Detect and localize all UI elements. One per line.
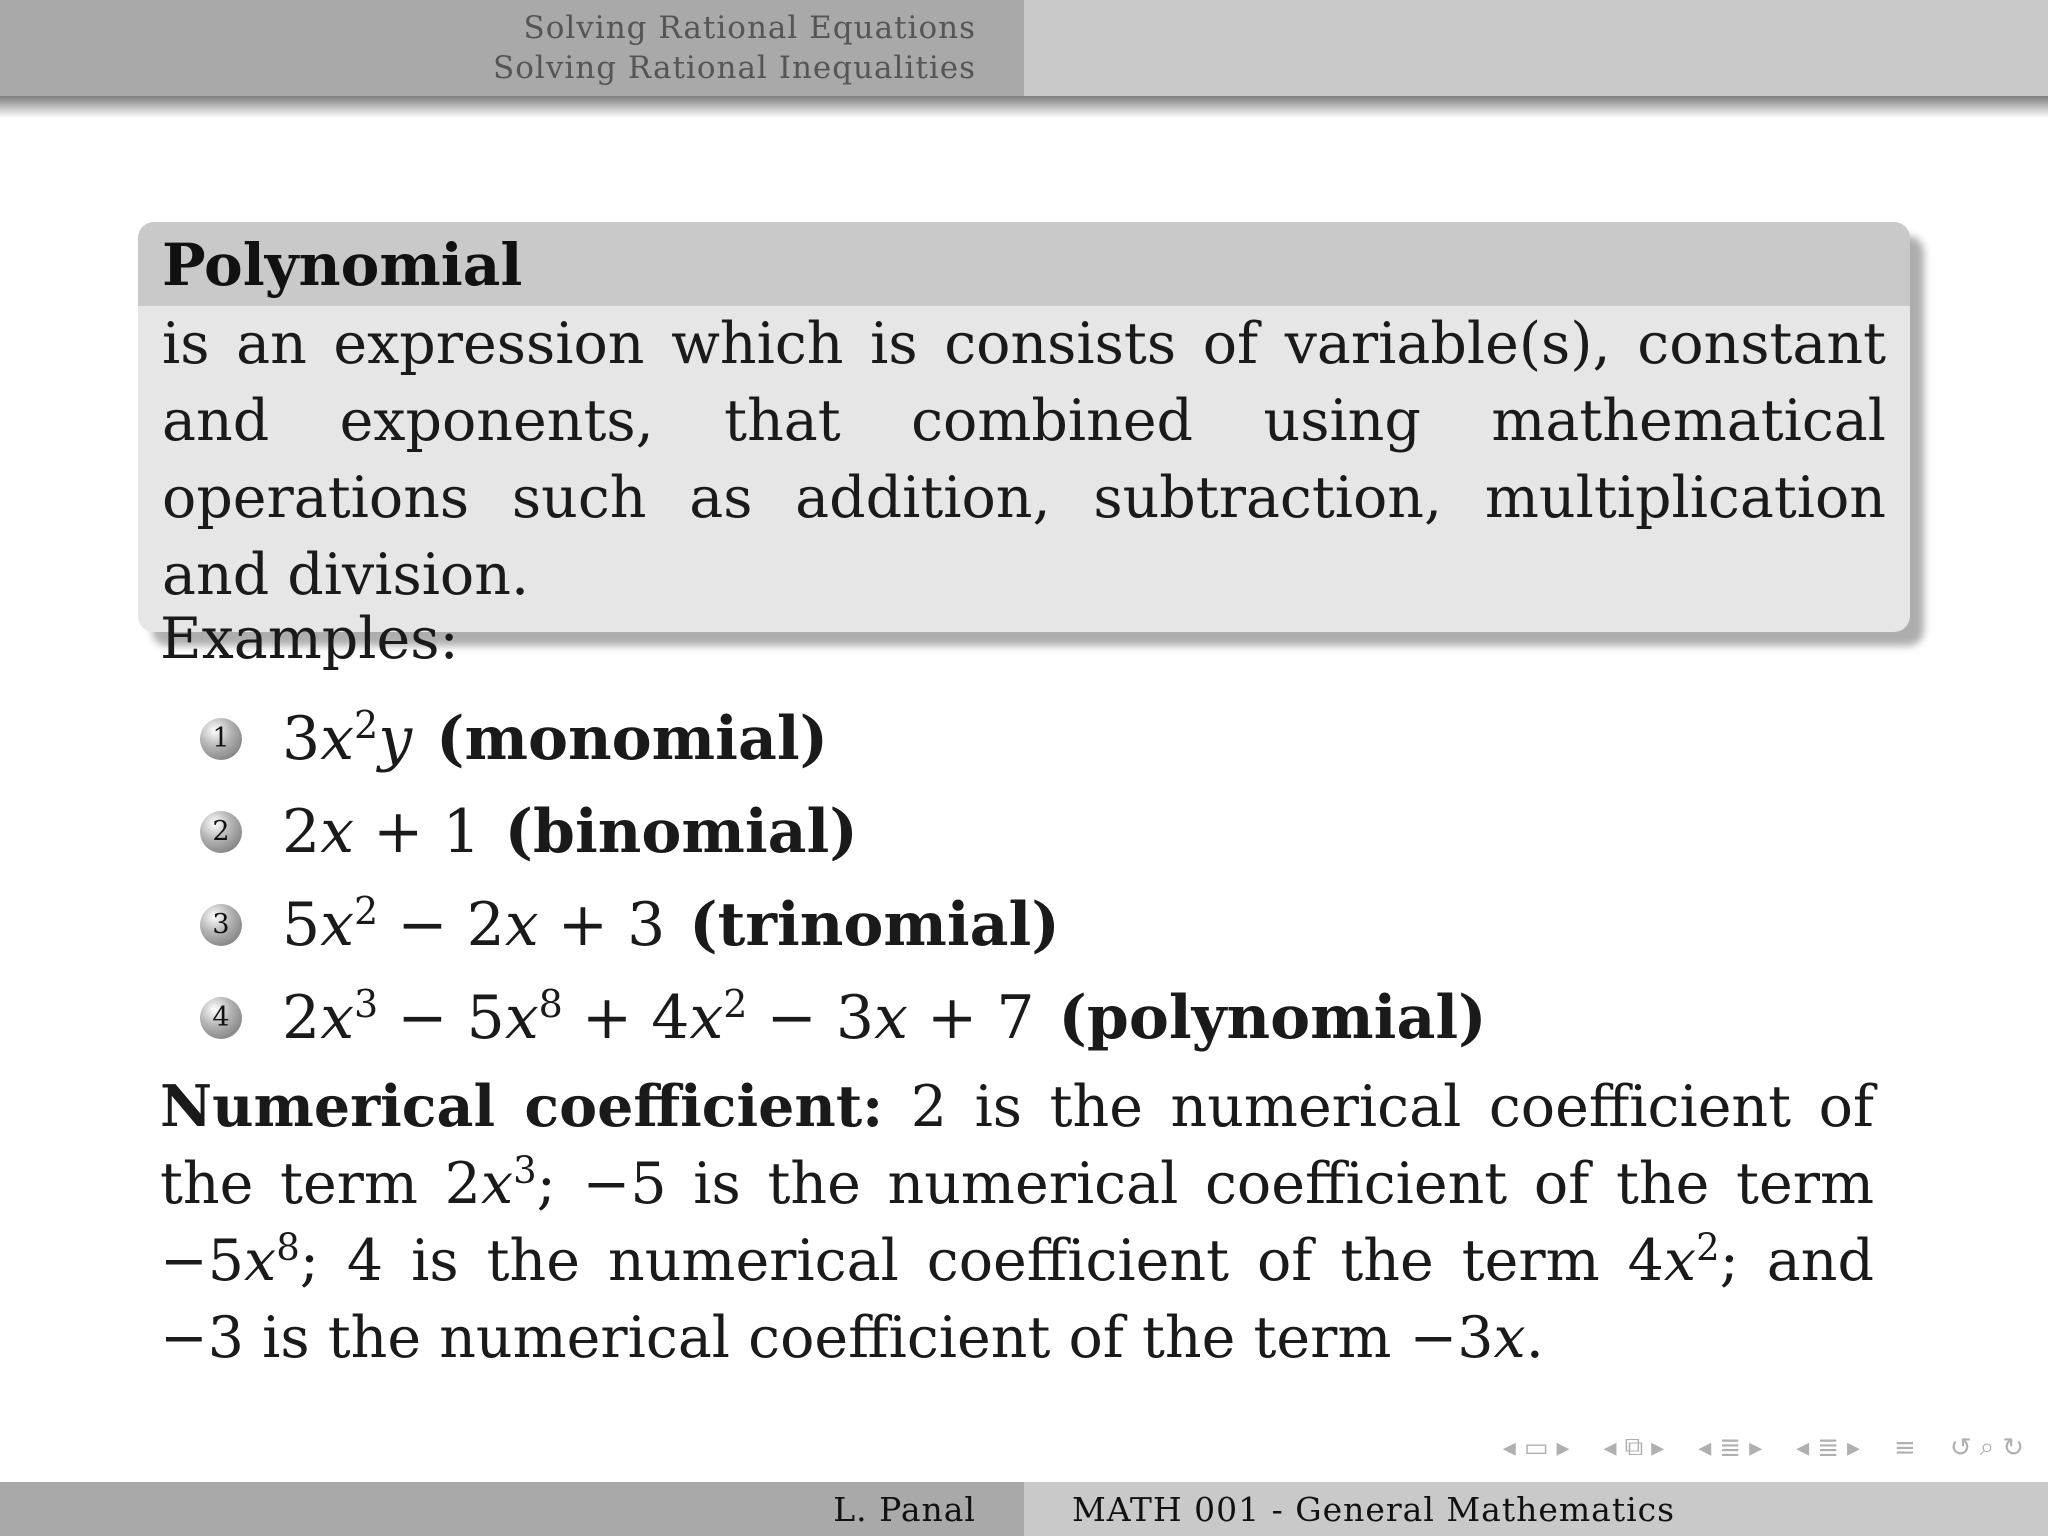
section-nav-buttons (1694, 1433, 1766, 1463)
header-shadow (0, 96, 2048, 118)
forward-icon[interactable]: ↻ (2002, 1432, 2024, 1463)
definition-title: Polynomial (138, 222, 1910, 306)
toc-nav (1890, 1433, 1920, 1463)
example-expression: $2x^3 - 5x^8 + 4x^2 - 3x + 7$ (282, 981, 1035, 1053)
footer-author: L. Panal (833, 1489, 976, 1529)
section-link-rational-inequalities[interactable]: Solving Rational Inequalities (493, 50, 976, 86)
example-type: (binomial) (504, 796, 858, 867)
footer-author-panel (0, 1482, 1024, 1536)
example-expression: 2x + 1 (282, 796, 481, 867)
bullet-1: 1 (200, 718, 242, 760)
section-icon[interactable]: ≣ (1719, 1432, 1742, 1463)
example-item (200, 971, 1487, 1064)
frame-nav (1499, 1433, 1574, 1463)
section-nav (0, 0, 1024, 96)
footer-course-panel (1024, 1482, 2048, 1536)
arrow-right-icon[interactable]: ▸ (1749, 1432, 1763, 1463)
bullet-2: 2 (200, 811, 242, 853)
example-type: (trinomial) (689, 889, 1060, 960)
example-item (200, 878, 1487, 971)
search-icon[interactable]: ⌕ (1979, 1432, 1995, 1462)
example-list (200, 692, 1487, 1064)
footer (0, 1482, 2048, 1536)
arrow-left-icon[interactable]: ◂ (1796, 1432, 1810, 1463)
header-right-panel (1024, 0, 2048, 96)
navigation-bar (1473, 1432, 2028, 1463)
bullet-3: 3 (200, 904, 242, 946)
coefficient-heading: Numerical coefficient: (160, 1073, 884, 1140)
example-expression: $3x^2y$ (282, 702, 413, 774)
document-icon[interactable]: ≣ (1817, 1432, 1839, 1463)
example-type: (polynomial) (1058, 982, 1487, 1053)
arrow-right-icon[interactable]: ▸ (1556, 1432, 1570, 1463)
subsection-icon[interactable]: ⧉ (1624, 1432, 1644, 1462)
arrow-right-icon[interactable]: ▸ (1846, 1432, 1861, 1463)
bullet-4: 4 (200, 997, 242, 1039)
example-expression: $5x^2 - 2x + 3$ (282, 888, 666, 960)
arrow-left-icon[interactable]: ◂ (1698, 1432, 1712, 1463)
frame-icon[interactable]: ▭ (1523, 1432, 1549, 1463)
example-item (200, 692, 1487, 785)
document-nav (1792, 1433, 1864, 1463)
definition-block (138, 222, 1910, 632)
header (0, 0, 2048, 96)
toc-icon[interactable]: ≡ (1894, 1432, 1916, 1463)
example-type: (monomial) (436, 703, 828, 774)
example-item (200, 785, 1487, 878)
subsection-nav (1600, 1432, 1669, 1463)
history-nav (1946, 1432, 2028, 1463)
section-link-rational-equations[interactable]: Solving Rational Equations (523, 10, 976, 46)
definition-body: is an expression which is consists of variable(s), constant and exponents, that combined using mathematical operations such as addition, subtraction, multiplication and division. (162, 311, 1886, 608)
footer-course: MATH 001 - General Mathematics (1072, 1489, 1676, 1529)
examples-label: Examples: (160, 606, 459, 672)
coefficient-paragraph: Numerical coefficient: 2 is the numerical coefficient of the term $2x^3$; −5 is the numerical coefficient of the term $-5x^8$; 4 is the numerical coefficient of the term $4x^2$; and −3 is the numerical coefficient of the term −3x. (160, 1073, 1874, 1371)
arrow-left-icon[interactable]: ◂ (1502, 1432, 1516, 1463)
arrow-left-icon[interactable]: ◂ (1603, 1432, 1617, 1463)
back-icon[interactable]: ↺ (1949, 1432, 1972, 1463)
arrow-right-icon[interactable]: ▸ (1651, 1432, 1665, 1463)
